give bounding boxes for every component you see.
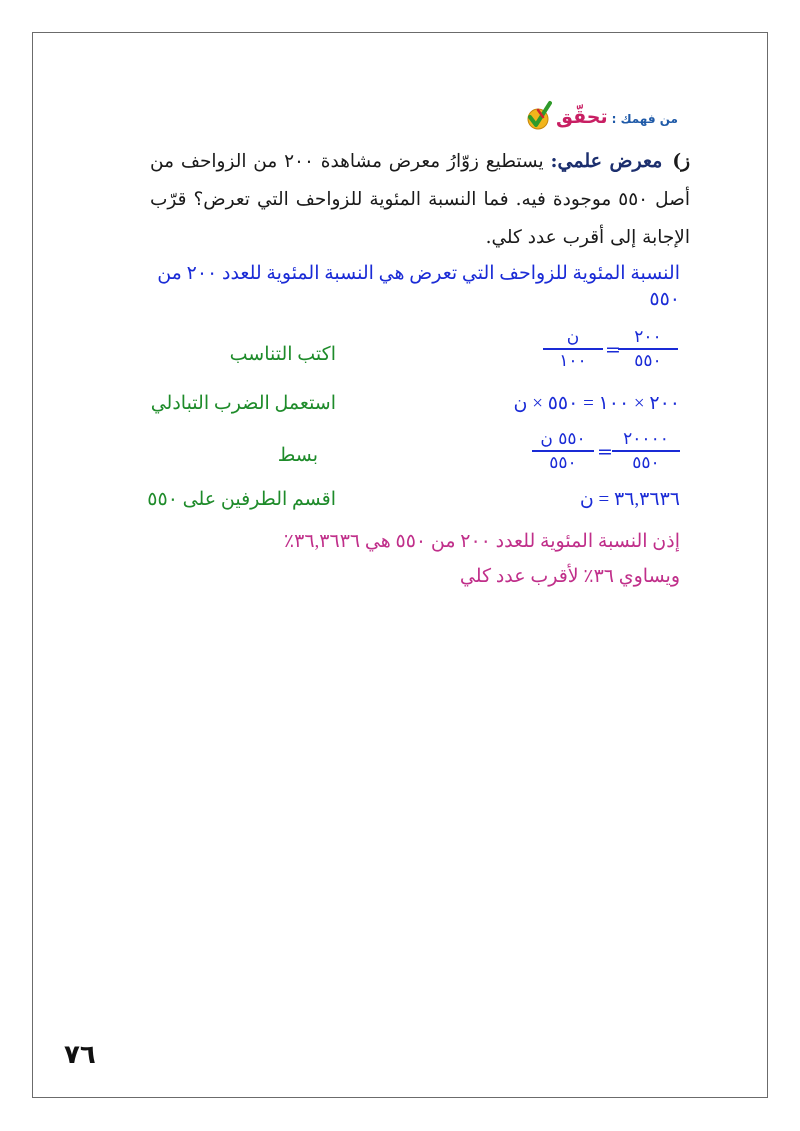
step3-label: بسط	[277, 445, 318, 466]
problem-title: معرض علمي:	[550, 150, 663, 172]
page-number: ٧٦	[64, 1040, 96, 1070]
check-understanding-header	[526, 100, 678, 134]
check-subtitle: من فهمك :	[611, 112, 678, 126]
step2-equation: ٢٠٠ × ١٠٠ = ٥٥٠ × ن	[513, 393, 680, 414]
step1-right-denominator: ١٠٠	[559, 350, 587, 371]
check-title: تحقّق	[555, 106, 608, 128]
step3-left-denominator: ٥٥٠	[632, 452, 660, 473]
checkmark-icon	[526, 100, 552, 134]
conclusion-line1: إذن النسبة المئوية للعدد ٢٠٠ من ٥٥٠ هي ٣٦,٣٦٣٦٪	[283, 531, 680, 552]
step1-fraction-right	[543, 326, 603, 372]
step3-equals: =	[597, 441, 613, 463]
step3-right-numerator: ٥٥٠ ن	[540, 429, 586, 449]
problem-statement	[150, 142, 690, 257]
step1-left-denominator: ٥٥٠	[634, 350, 662, 371]
solution-intro-line1: النسبة المئوية للزواحف التي تعرض هي النسبة المئوية للعدد ٢٠٠ من	[157, 263, 680, 284]
step1-fraction-left	[618, 326, 678, 372]
step1-left-numerator: ٢٠٠	[634, 327, 662, 347]
conclusion-line2: ويساوي ٣٦٪ لأقرب عدد كلي	[459, 566, 680, 587]
step1-label: اكتب التناسب	[229, 344, 336, 365]
problem-text: يستطيع زوّارُ معرض مشاهدة ٢٠٠ من الزواحف من أصل ٥٥٠ موجودة فيه. فما النسبة المئوية للزواحف التي تعرض؟ قرّب الإجابة إلى أقرب عدد كلي.	[150, 151, 690, 248]
step3-fraction-left	[612, 428, 680, 474]
solution-intro-line2: ٥٥٠	[649, 289, 680, 310]
step1-right-numerator: ن	[566, 327, 580, 347]
step3-left-numerator: ٢٠٠٠٠	[623, 429, 669, 449]
step3-right-denominator: ٥٥٠	[549, 452, 577, 473]
step4-label: اقسم الطرفين على ٥٥٠	[147, 489, 336, 510]
problem-letter: ز)	[672, 151, 690, 172]
step3-fraction-right	[532, 428, 594, 474]
step4-equation: ٣٦,٣٦٣٦ = ن	[579, 489, 680, 510]
step2-label: استعمل الضرب التبادلي	[150, 393, 336, 414]
step1-equals: =	[605, 339, 621, 361]
